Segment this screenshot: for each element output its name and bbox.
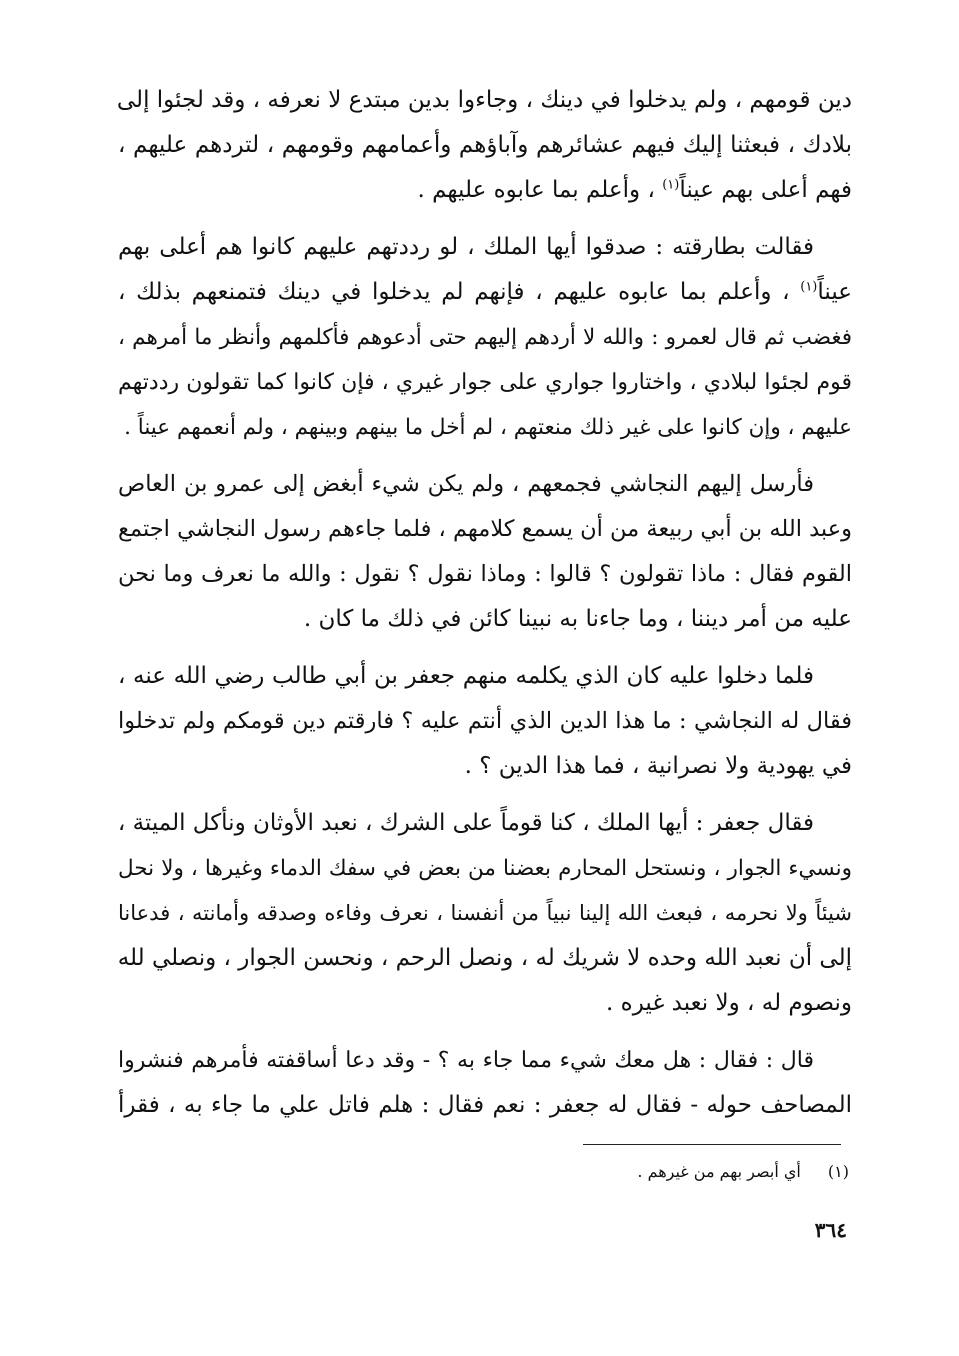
page-number: ٣٦٤ — [814, 1218, 847, 1242]
text-line: ونصوم له ، ولا نعبد غيره . — [606, 990, 852, 1016]
footnote-ref-marker: (١) — [800, 279, 818, 295]
text-line: فقال جعفر : أيها الملك ، كنا قوماً على الشرك ، نعبد الأوثان ونأكل الميتة ، — [117, 810, 814, 836]
text-line: فأرسل إليهم النجاشي فجمعهم ، ولم يكن شيء أبغض إلى عمرو بن العاص — [118, 471, 814, 497]
text-line: قال : فقال : هل معك شيء مما جاء به ؟ - وقد دعا أساقفته فأمرهم فنشروا — [118, 1048, 814, 1073]
paragraph-6 — [118, 1038, 852, 1128]
text-line: فغضب ثم قال لعمرو : والله لا أردهم إليهم حتى أدعوهم فأكلمهم وأنظر ما أمرهم ، — [118, 325, 852, 350]
page-body — [118, 78, 852, 1128]
text-line: إلى أن نعبد الله وحده لا شريك له ، ونصل الرحم ، ونحسن الجوار ، ونصلي لله — [117, 945, 852, 971]
text-line: فهم أعلى بهم عيناً$^{(١)}$ ، وأعلم بما عابوه عليهم . — [417, 177, 852, 203]
text-line: شيئاً ولا نحرمه ، فبعث الله إلينا نبياً من أنفسنا ، نعرف وفاءه وصدقه وأمانته ، فدعانا — [118, 901, 852, 925]
paragraph-2 — [118, 225, 852, 450]
footnote — [637, 1160, 849, 1184]
text-line: في يهودية ولا نصرانية ، فما هذا الدين ؟ . — [464, 753, 852, 779]
text-line: وعبد الله بن أبي ربيعة من أن يسمع كلامهم ، فلما جاءهم رسول النجاشي اجتمع — [118, 516, 852, 542]
text-line: فقال له النجاشي : ما هذا الدين الذي أنتم عليه ؟ فارقتم دين قومكم ولم تدخلوا — [118, 708, 852, 734]
text-line: ونسيء الجوار ، ونستحل المحارم بعضنا من بعض في سفك الدماء وغيرها ، ولا نحل — [118, 856, 852, 881]
paragraph-1 — [118, 78, 852, 213]
text-line: عيناً$^{(١)}$ ، وأعلم بما عابوه عليهم ، فإنهم لم يدخلوا في دينك فتمنعهم بذلك ، — [118, 279, 852, 305]
text-line: فلما دخلوا عليه كان الذي يكلمه منهم جعفر بن أبي طالب رضي الله عنه ، — [118, 663, 814, 689]
paragraph-5 — [118, 801, 852, 1026]
text-line: المصاحف حوله - فقال له جعفر : نعم فقال : هلم فاتل علي ما جاء به ، فقرأ — [118, 1092, 852, 1118]
footnote-ref-marker: (١) — [662, 177, 680, 193]
paragraph-3 — [118, 462, 852, 642]
text-line: عليه من أمر ديننا ، وما جاءنا به نبينا كائن في ذلك ما كان . — [303, 606, 852, 632]
text-line: قوم لجئوا لبلادي ، واختاروا جواري على جوار غيري ، فإن كانوا كما تقولون رددتهم — [118, 370, 852, 395]
footnote-divider — [583, 1144, 841, 1145]
text-line: فقالت بطارقته : صدقوا أيها الملك ، لو رددتهم عليهم كانوا هم أعلى بهم — [118, 234, 814, 260]
text-line: بلادك ، فبعثنا إليك فيهم عشائرهم وآباؤهم وأعمامهم وقومهم ، لتردهم عليهم ، — [118, 132, 852, 158]
text-line: القوم فقال : ماذا تقولون ؟ قالوا : وماذا نقول ؟ نقول : والله ما نعرف وما نحن — [118, 561, 852, 587]
text-line: عليهم ، وإن كانوا على غير ذلك منعتهم ، لم أخل ما بينهم وبينهم ، ولم أنعمهم عيناً . — [124, 415, 852, 440]
footnote-number: (١) — [827, 1162, 849, 1181]
text-line: دين قومهم ، ولم يدخلوا في دينك ، وجاءوا بدين مبتدع لا نعرفه ، وقد لجئوا إلى — [116, 87, 852, 113]
footnote-text: أي أبصر بهم من غيرهم . — [637, 1162, 801, 1181]
paragraph-4 — [118, 654, 852, 789]
